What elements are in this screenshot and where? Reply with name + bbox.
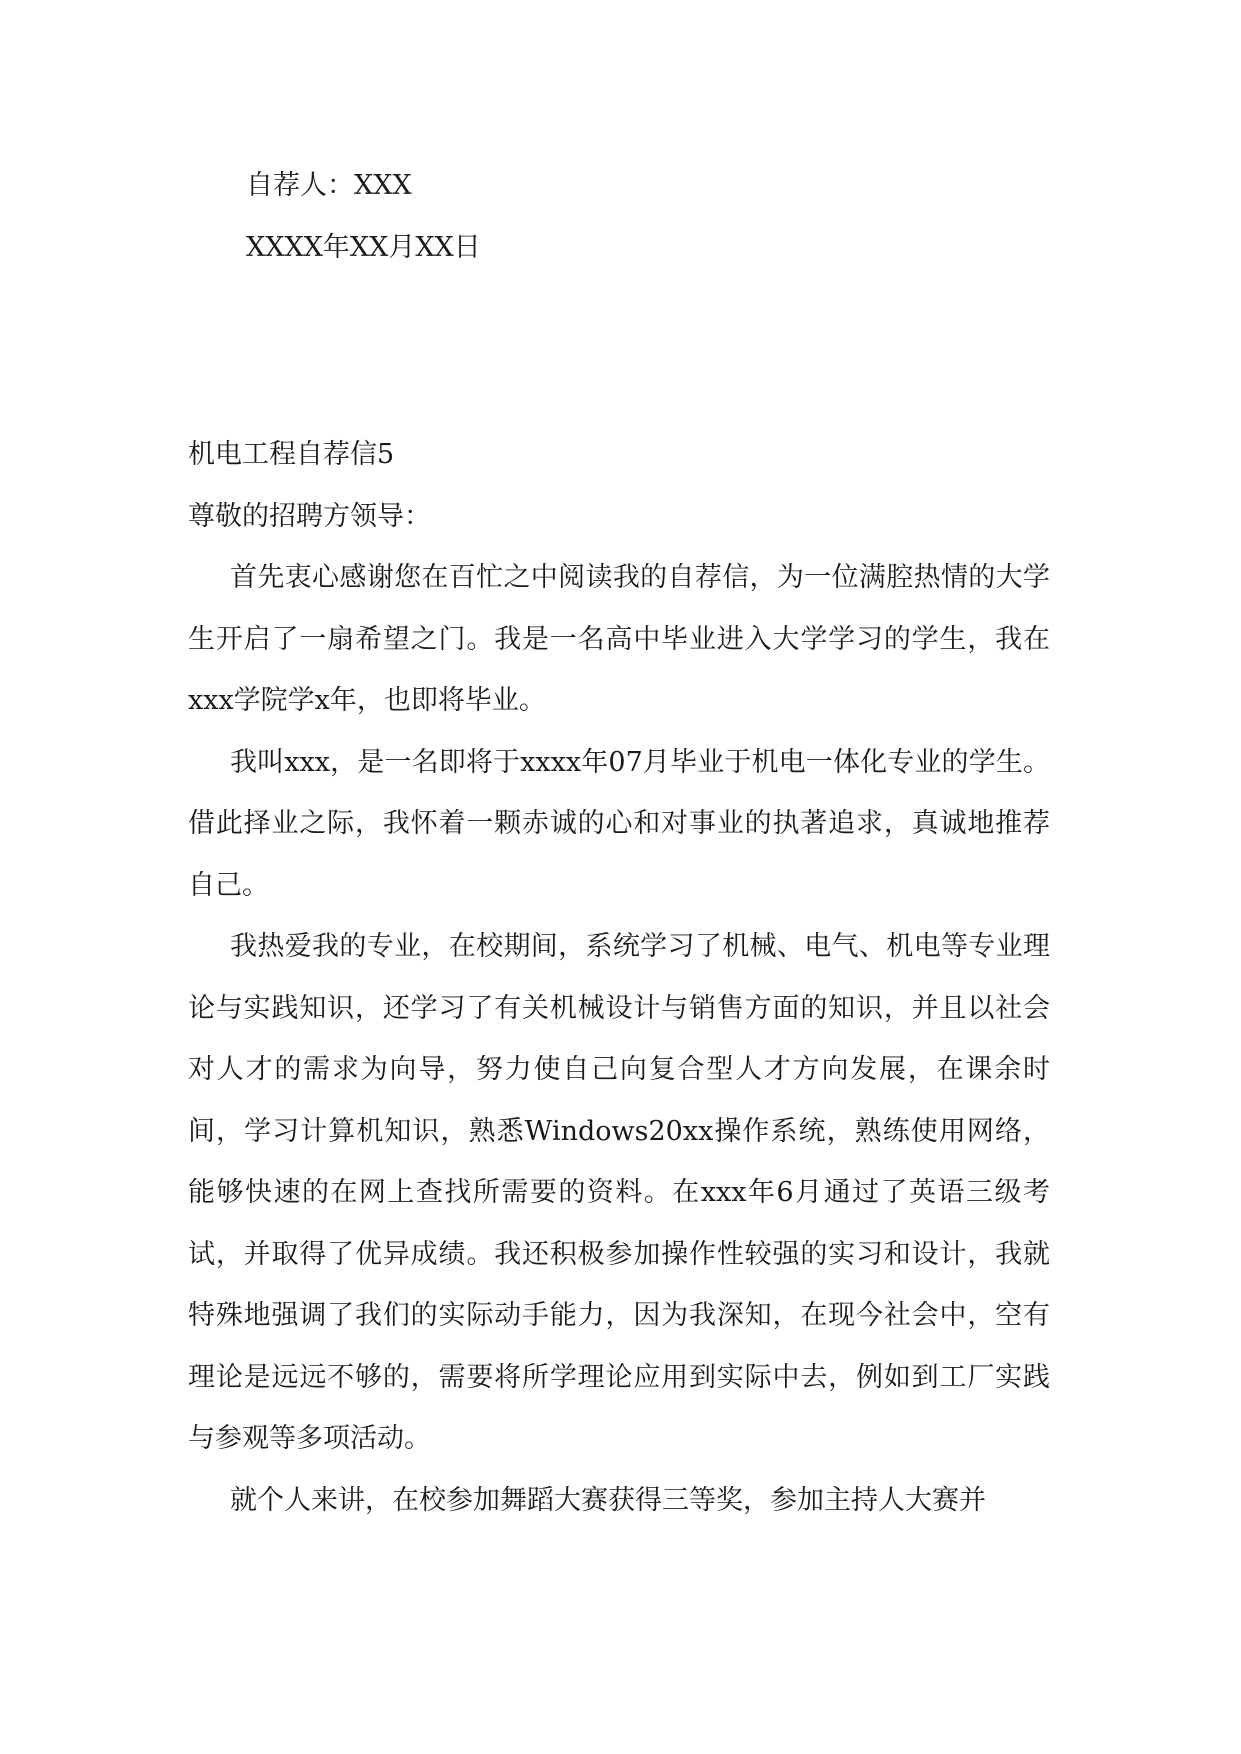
paragraph-1: 首先衷心感谢您在百忙之中阅读我的自荐信，为一位满腔热情的大学生开启了一扇希望之门。我是一名高中毕业进入大学学习的学生，我在xxx学院学x年，也即将毕业。 [188, 562, 1050, 716]
letter-title: 机电工程自荐信5 [188, 439, 395, 470]
paragraph-2: 我叫xxx，是一名即将于xxxx年07月毕业于机电一体化专业的学生。借此择业之际，我怀着一颗赤诚的心和对事业的执著追求，真诚地推荐自己。 [188, 746, 1050, 901]
letter-body [188, 424, 1050, 1531]
paragraph-4: 就个人来讲，在校参加舞蹈大赛获得三等奖，参加主持人大赛并 [230, 1484, 986, 1516]
signature-date: XXXX年XX月XX日 [246, 232, 481, 263]
letter-salutation: 尊敬的招聘方领导： [188, 500, 431, 532]
paragraph-3: 我热爱我的专业，在校期间，系统学习了机械、电气、机电等专业理论与实践知识，还学习了有关机械设计与销售方面的知识，并且以社会对人才的需求为向导，努力使自己向复合型人才方向发展，在课余时间，学习计算机知识，熟悉Windows20xx操作系统，熟练使用网络，能够快速的在网上查找所需要的资料。在xxx年6月通过了英语三级考试，并取得了优异成绩。我还积极参加操作性较强的实习和设计，我就特殊地强调了我们的实际动手能力，因为我深知，在现今社会中，空有理论是远远不够的，需要将所学理论应用到实际中去，例如到工厂实践与参观等多项活动。 [188, 931, 1050, 1454]
recommender-signature: 自荐人：XXX [246, 170, 412, 201]
